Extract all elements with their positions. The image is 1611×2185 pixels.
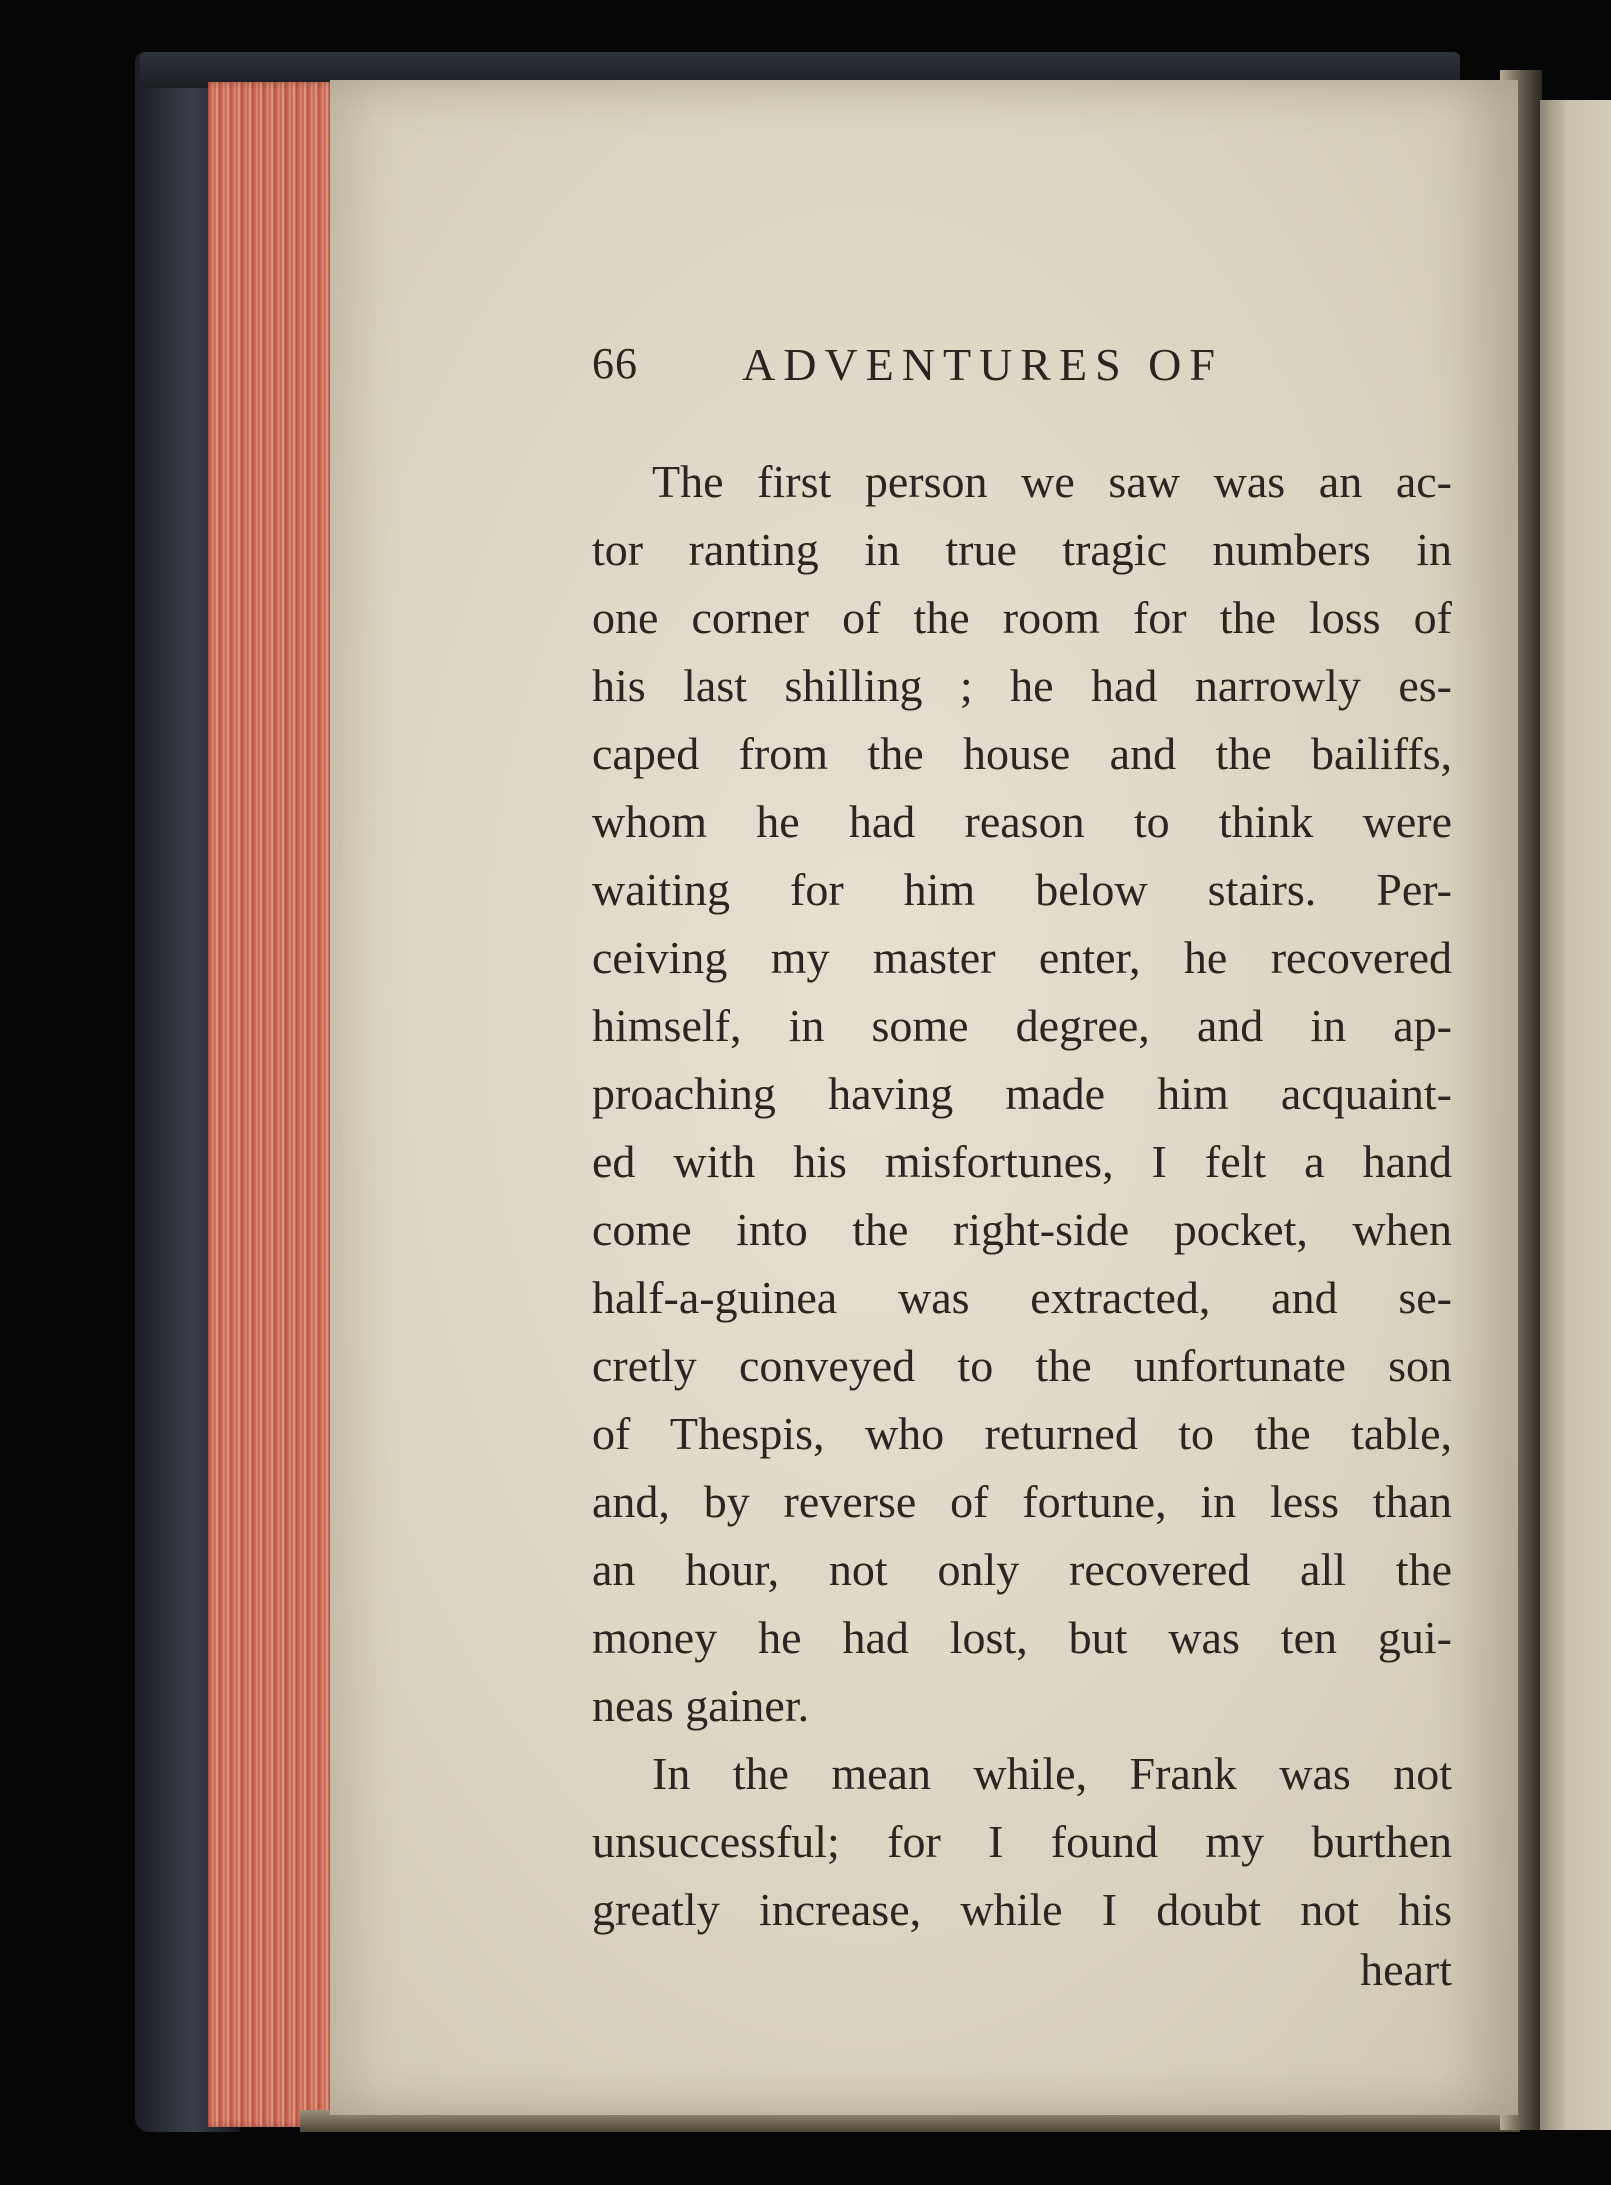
text-line: one corner of the room for the loss of — [592, 592, 1452, 643]
text-line: unsuccessful; for I found my burthen — [592, 1816, 1452, 1867]
text-line: greatly increase, while I doubt not his — [592, 1884, 1452, 1935]
text-line: himself, in some degree, and in ap- — [592, 1000, 1452, 1051]
catchword: heart — [1360, 1944, 1452, 1995]
running-head: ADVENTURES OF — [742, 339, 1223, 390]
text-line: of Thespis, who returned to the table, — [592, 1408, 1452, 1459]
text-line: whom he had reason to think were — [592, 796, 1452, 847]
text-line: half-a-guinea was extracted, and se- — [592, 1272, 1452, 1323]
text-line: proaching having made him acquaint- — [592, 1068, 1452, 1119]
page-edges — [208, 82, 343, 2127]
text-line: and, by reverse of fortune, in less than — [592, 1476, 1452, 1527]
text-line: ed with his misfortunes, I felt a hand — [592, 1136, 1452, 1187]
page-header — [592, 338, 1352, 398]
text-line: money he had lost, but was ten gui- — [592, 1612, 1452, 1663]
text-line: The first person we saw was an ac- — [652, 456, 1452, 507]
text-line: waiting for him below stairs. Per- — [592, 864, 1452, 915]
body-text — [592, 448, 1452, 1944]
page-number: 66 — [592, 339, 638, 388]
text-line: caped from the house and the bailiffs, — [592, 728, 1452, 779]
facing-page — [1540, 100, 1611, 2130]
text-line: tor ranting in true tragic numbers in — [592, 524, 1452, 575]
text-line: an hour, not only recovered all the — [592, 1544, 1452, 1595]
text-line: his last shilling ; he had narrowly es- — [592, 660, 1452, 711]
text-line: come into the right-side pocket, when — [592, 1204, 1452, 1255]
text-line: In the mean while, Frank was not — [652, 1748, 1452, 1799]
text-line: neas gainer. — [592, 1680, 810, 1731]
text-line: cretly conveyed to the unfortunate son — [592, 1340, 1452, 1391]
text-line: ceiving my master enter, he recovered — [592, 932, 1452, 983]
